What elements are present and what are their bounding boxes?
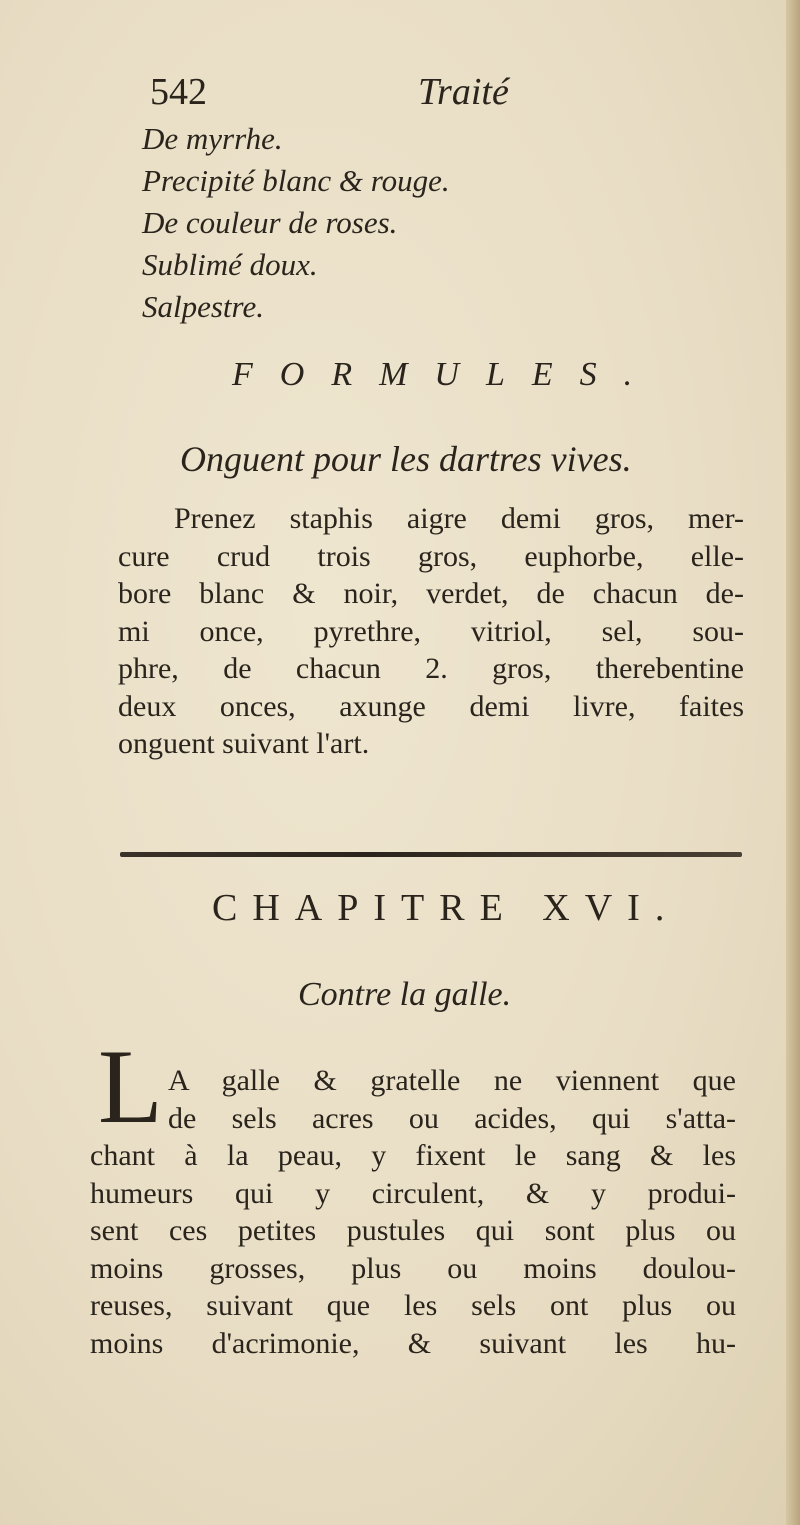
text-line: A galle & gratelle ne viennent que	[168, 1064, 736, 1097]
text-line: bore blanc & noir, verdet, de chacun de-	[118, 577, 744, 610]
list-item: Sublimé doux.	[142, 247, 318, 282]
list-item: Salpestre.	[142, 289, 264, 324]
list-item: Precipité blanc & rouge.	[142, 163, 450, 198]
text-line: chant à la peau, y fixent le sang & les	[90, 1139, 736, 1172]
text-line: mi once, pyrethre, vitriol, sel, sou-	[118, 614, 744, 648]
text-line: humeurs qui y circulent, & y produi-	[90, 1176, 736, 1210]
text-line: onguent suivant l'art.	[118, 727, 370, 760]
ingredient-list	[142, 118, 642, 328]
section-divider	[120, 852, 742, 857]
page-edge	[786, 0, 800, 1525]
recipe-paragraph	[118, 500, 744, 763]
recipe-title: Onguent pour les dartres vives.	[180, 439, 632, 479]
text-line: de sels acres ou acides, qui s'atta-	[168, 1101, 736, 1135]
section-heading: FORMULES.	[232, 356, 660, 393]
text-line: cure crud trois gros, euphorbe, elle-	[118, 539, 744, 573]
text-line: deux onces, axunge demi livre, faites	[118, 689, 744, 723]
list-item: De myrrhe.	[142, 121, 283, 156]
text-line: phre, de chacun 2. gros, therebentine	[118, 652, 744, 685]
text-line: moins grosses, plus ou moins doulou-	[90, 1251, 736, 1285]
text-line: moins d'acrimonie, & suivant les hu-	[90, 1326, 736, 1360]
chapter-paragraph	[90, 1062, 736, 1362]
running-title: Traité	[418, 71, 509, 113]
text-line: sent ces petites pustules qui sont plus ou	[90, 1214, 736, 1247]
chapter-subtitle: Contre la galle.	[298, 976, 512, 1013]
list-item: De couleur de roses.	[142, 205, 398, 240]
page-header	[150, 70, 550, 114]
text-line: reuses, suivant que les sels ont plus ou	[90, 1289, 736, 1322]
text-line: Prenez staphis aigre demi gros, mer-	[174, 502, 744, 535]
drop-cap: L	[98, 1028, 163, 1145]
chapter-heading: CHAPITRE XVI.	[212, 887, 680, 929]
page-number: 542	[150, 71, 207, 113]
